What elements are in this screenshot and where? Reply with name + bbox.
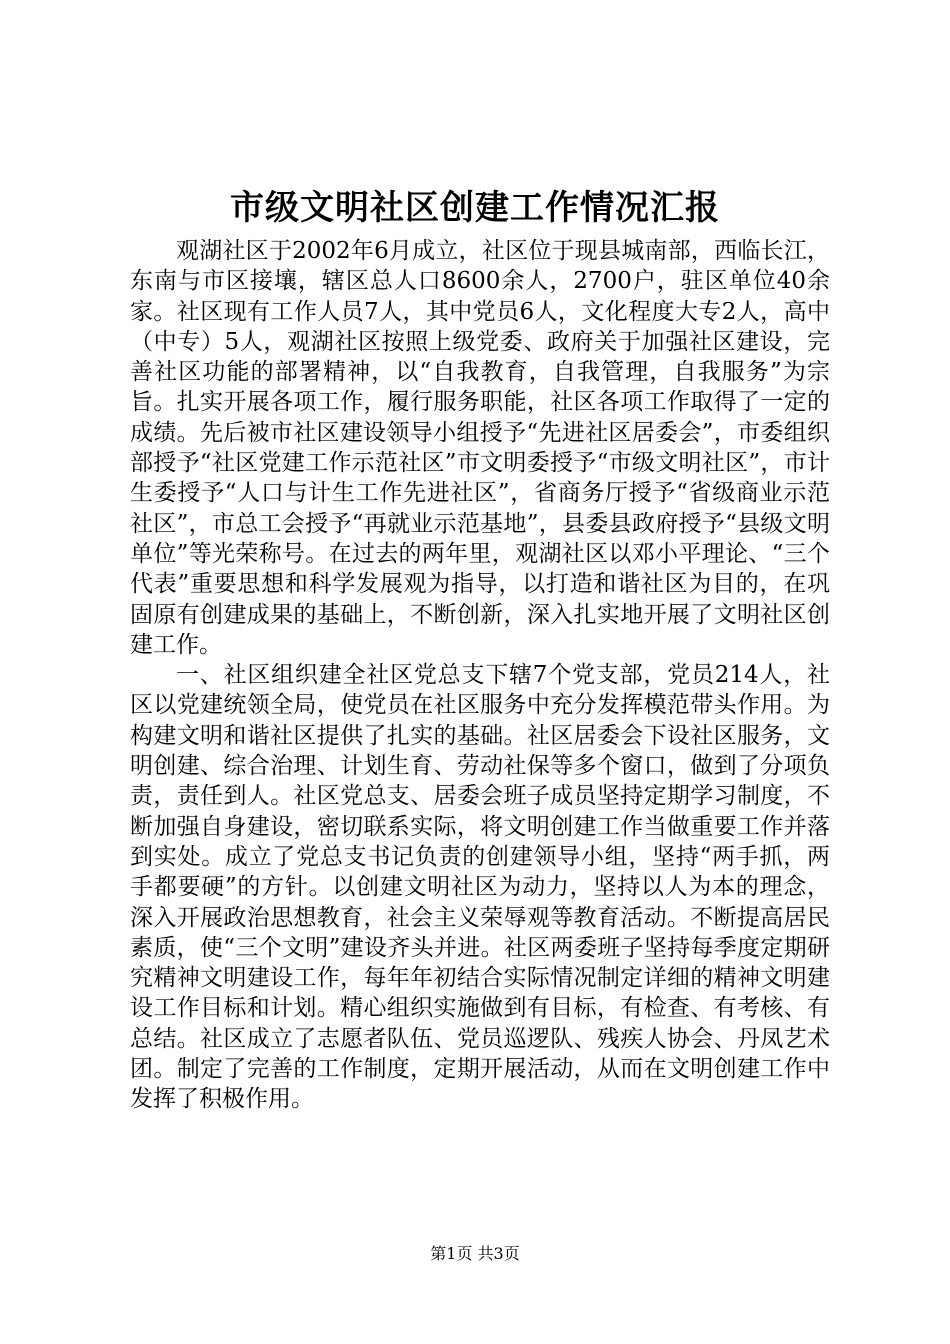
document-body [130,236,830,1115]
document-title: 市级文明社区创建工作情况汇报 [230,188,720,228]
page-footer [0,1244,950,1264]
page-number-indicator: 第1页 共3页 [430,1244,520,1263]
paragraph-intro: 观湖社区于2002年6月成立，社区位于现县城南部，西临长江，东南与市区接壤，辖区总人口8600余人，2700户，驻区单位40余家。社区现有工作人员7人，其中党员6人，文化程度大专2人，高中（中专）5人，观湖社区按照上级党委、政府关于加强社区建设，完善社区功能的部署精神，以“自我教育，自我管理，自我服务”为宗旨。扎实开展各项工作，履行服务职能，社区各项工作取得了一定的成绩。先后被市社区建设领导小组授予“先进社区居委会”，市委组织部授予“社区党建工作示范社区”市文明委授予“市级文明社区”，市计生委授予“人口与计生工作先进社区”，省商务厅授予“省级商业示范社区”，市总工会授予“再就业示范基地”，县委县政府授予“县级文明单位”等光荣称号。在过去的两年里，观湖社区以邓小平理论、“三个代表”重要思想和科学发展观为指导，以打造和谐社区为目的，在巩固原有创建成果的基础上，不断创新，深入扎实地开展了文明社区创建工作。 [130,238,830,658]
paragraph-organization: 一、社区组织建全社区党总支下辖7个党支部，党员214人，社区以党建统领全局，使党员在社区服务中充分发挥模范带头作用。为构建文明和谐社区提供了扎实的基础。社区居委会下设社区服务，文明创建、综合治理、计划生育、劳动社保等多个窗口，做到了分项负责，责任到人。社区党总支、居委会班子成员坚持定期学习制度，不断加强自身建设，密切联系实际，将文明创建工作当做重要工作并落到实处。成立了党总支书记负责的创建领导小组，坚持“两手抓，两手都要硬”的方针。以创建文明社区为动力，坚持以人为本的理念，深入开展政治思想教育，社会主义荣辱观等教育活动。不断提高居民素质，使“三个文明”建设齐头并进。社区两委班子坚持每季度定期研究精神文明建设工作，每年年初结合实际情况制定详细的精神文明建设工作目标和计划。精心组织实施做到有目标，有检查、有考核、有总结。社区成立了志愿者队伍、党员巡逻队、残疾人协会、丹凤艺术团。制定了完善的工作制度，定期开展活动，从而在文明创建工作中发挥了积极作用。 [130,662,830,1113]
